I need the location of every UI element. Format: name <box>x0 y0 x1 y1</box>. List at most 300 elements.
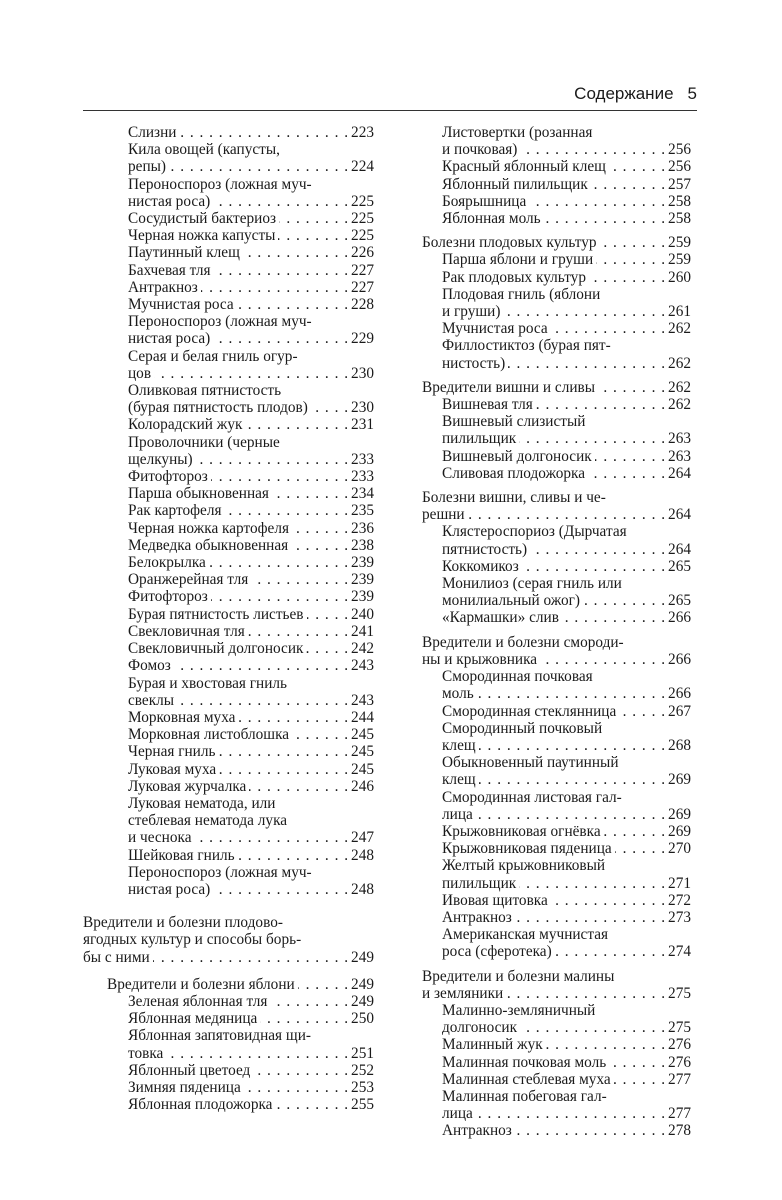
toc-entry <box>422 558 691 575</box>
toc-entry-line <box>83 1027 374 1044</box>
toc-entry-line <box>422 875 691 892</box>
toc-entry-line <box>83 485 374 502</box>
toc-page-number: 225 <box>351 227 374 245</box>
toc-page-number: 226 <box>351 244 374 262</box>
toc-entry-title: Смородинная стеклянница <box>442 702 617 720</box>
dot-leader <box>153 949 348 966</box>
toc-entry-title: Плодовая гниль (яблони <box>442 285 601 303</box>
toc-entry-line <box>83 795 374 812</box>
toc-entry <box>83 262 374 279</box>
toc-entry <box>422 575 691 609</box>
toc-page-number: 260 <box>668 268 691 286</box>
toc-page-number: 256 <box>668 158 691 176</box>
toc-page-number: 259 <box>668 234 691 252</box>
toc-entry <box>83 847 374 864</box>
toc-page-number: 241 <box>351 622 374 640</box>
toc-entry-title: Яблонная моль <box>442 210 541 228</box>
toc-section-heading <box>422 379 691 396</box>
toc-entry-line <box>83 692 374 709</box>
toc-entry-line <box>83 657 374 674</box>
toc-entry <box>422 668 691 702</box>
toc-entry-line <box>422 840 691 857</box>
dot-leader <box>213 193 348 210</box>
toc-entry-title: Вредители и болезни яблони <box>107 975 295 993</box>
toc-page-number: 239 <box>351 571 374 589</box>
toc-entry-title: стеблевая нематода лука <box>128 812 288 830</box>
toc-page-number: 239 <box>351 554 374 572</box>
toc-entry <box>83 623 374 640</box>
toc-entry <box>83 675 374 709</box>
toc-entry-line <box>422 1019 691 1036</box>
dot-leader <box>588 465 665 482</box>
toc-entry-line <box>422 158 691 175</box>
toc-entry-line <box>83 348 374 365</box>
toc-entry-title: щелкуны) <box>128 450 193 468</box>
dot-leader <box>519 875 665 892</box>
toc-page-number: 240 <box>351 605 374 623</box>
dot-leader <box>614 1071 665 1088</box>
toc-page-number: 263 <box>668 430 691 448</box>
toc-entry <box>422 176 691 193</box>
toc-entry-title: Свекловичная тля <box>128 622 245 640</box>
toc-entry-title: Свекловичный долгоносик <box>128 640 304 658</box>
toc-entry <box>83 1079 374 1096</box>
toc-entry-title: Вредители и болезни малины <box>422 967 615 985</box>
dot-leader <box>298 976 348 993</box>
toc-entry <box>83 976 374 993</box>
toc-entry <box>83 468 374 485</box>
toc-entry <box>83 520 374 537</box>
toc-entry-title: Вредители и болезни смороди- <box>422 633 624 651</box>
toc-entry <box>422 448 691 465</box>
toc-entry-line <box>83 993 374 1010</box>
toc-page-number: 227 <box>351 261 374 279</box>
toc-page-number: 251 <box>351 1044 374 1062</box>
toc-page-number: 272 <box>668 891 691 909</box>
dot-leader <box>213 330 348 347</box>
toc-page-number: 249 <box>351 992 374 1010</box>
toc-entry <box>422 124 691 158</box>
toc-entry <box>83 1062 374 1079</box>
toc-entry-line <box>83 976 374 993</box>
toc-entry-line <box>422 506 691 523</box>
toc-entry-line <box>83 468 374 485</box>
dot-leader <box>562 609 665 626</box>
toc-entry <box>422 823 691 840</box>
dot-leader <box>555 943 665 960</box>
toc-page-number: 276 <box>668 1053 691 1071</box>
toc-entry-line <box>422 668 691 685</box>
toc-entry-title: репы) <box>128 158 166 176</box>
toc-entry-line <box>422 754 691 771</box>
dot-leader <box>278 227 348 244</box>
toc-entry-title: Мучнистая роса <box>128 296 234 314</box>
toc-page-number: 242 <box>351 640 374 658</box>
toc-page-number: 267 <box>668 702 691 720</box>
dot-leader <box>213 881 348 898</box>
toc-entry-line <box>83 416 374 433</box>
toc-column-left <box>83 124 374 1113</box>
dot-leader <box>195 829 349 846</box>
toc-entry-line <box>422 320 691 337</box>
toc-entry <box>83 279 374 296</box>
toc-page-number: 235 <box>351 502 374 520</box>
toc-page-number: 274 <box>668 943 691 961</box>
toc-entry-title: Кила овощей (капусты, <box>128 141 280 159</box>
dot-leader <box>583 592 665 609</box>
toc-entry-line <box>83 520 374 537</box>
toc-entry-line <box>83 451 374 468</box>
toc-entry <box>422 703 691 720</box>
toc-entry-line <box>422 789 691 806</box>
toc-page-number: 264 <box>668 506 691 524</box>
dot-leader <box>520 141 665 158</box>
toc-entry <box>422 909 691 926</box>
toc-entry-line <box>422 355 691 372</box>
toc-entry-title: свеклы <box>128 691 175 709</box>
toc-entry-line <box>422 823 691 840</box>
dot-leader <box>508 355 665 372</box>
toc-entry-title: Колорадский жук <box>128 416 243 434</box>
toc-entry <box>83 176 374 210</box>
dot-leader <box>600 234 666 251</box>
toc-entry-line <box>422 541 691 558</box>
toc-entry-title: Болезни плодовых культур <box>422 234 597 252</box>
toc-entry <box>83 993 374 1010</box>
toc-entry-title: Антракноз <box>442 1122 512 1140</box>
toc-entry-title: клещ <box>442 771 476 789</box>
toc-entry-title: Американская мучнистая <box>442 926 609 944</box>
toc-entry-line <box>422 909 691 926</box>
toc-entry-line <box>422 210 691 227</box>
toc-entry <box>83 864 374 898</box>
toc-entry <box>83 434 374 468</box>
dot-leader <box>166 1045 348 1062</box>
toc-entry-line <box>83 829 374 846</box>
dot-leader <box>515 909 665 926</box>
dot-leader <box>196 451 348 468</box>
toc-entry <box>422 754 691 788</box>
toc-entry-line <box>83 382 374 399</box>
toc-entry <box>83 657 374 674</box>
toc-entry-line <box>422 968 691 985</box>
toc-entry <box>422 857 691 891</box>
toc-entry-title: Мучнистая роса <box>442 320 548 338</box>
toc-entry-line <box>83 778 374 795</box>
toc-entry-line <box>83 588 374 605</box>
toc-entry-line <box>422 703 691 720</box>
dot-leader <box>169 158 348 175</box>
dot-leader <box>209 554 348 571</box>
dot-leader <box>520 1019 665 1036</box>
toc-entry <box>422 396 691 413</box>
dot-leader <box>270 993 348 1010</box>
toc-entry-title: Бурая пятнистость листьев <box>128 605 304 623</box>
toc-entry <box>83 606 374 623</box>
toc-page-number: 252 <box>351 1061 374 1079</box>
dot-leader <box>536 396 665 413</box>
toc-entry-line <box>83 296 374 313</box>
toc-entry-line <box>422 1071 691 1088</box>
toc-entry-title: Черная ножка картофеля <box>128 519 289 537</box>
toc-entry-title: Малинно-земляничный <box>442 1001 596 1019</box>
toc-entry-title: клещ <box>442 736 476 754</box>
toc-entry-title: решни <box>422 506 465 524</box>
toc-page-number: 244 <box>351 708 374 726</box>
toc-entry-title: товка <box>128 1044 164 1062</box>
toc-entry-title: Листовертки (розанная <box>442 124 593 141</box>
toc-entry-title: Рак плодовых культур <box>442 268 586 286</box>
toc-entry <box>83 778 374 795</box>
dot-leader <box>609 1054 665 1071</box>
dot-leader <box>476 806 665 823</box>
toc-entry-title: Яблонная медяница <box>128 1010 258 1028</box>
toc-entry-line <box>422 1088 691 1105</box>
toc-entry-line <box>83 227 374 244</box>
page-number: 5 <box>687 84 697 103</box>
toc-entry-line <box>83 554 374 571</box>
toc-entry <box>83 313 374 347</box>
dot-leader <box>214 262 348 279</box>
toc-entry <box>422 720 691 754</box>
dot-leader <box>292 520 348 537</box>
toc-entry-line <box>83 812 374 829</box>
dot-leader <box>292 726 348 743</box>
toc-entry-line <box>83 949 374 966</box>
toc-entry-line <box>422 926 691 943</box>
toc-page-number: 234 <box>351 485 374 503</box>
toc-entry-line <box>422 337 691 354</box>
dot-leader <box>311 399 348 416</box>
toc-page-number: 262 <box>668 396 691 414</box>
toc-entry-title: и почковая) <box>442 141 518 159</box>
dot-leader <box>243 244 348 261</box>
toc-page-number: 277 <box>668 1105 691 1123</box>
toc-entry-line <box>422 575 691 592</box>
dot-leader <box>522 558 665 575</box>
dot-leader <box>529 193 665 210</box>
dot-leader <box>237 296 348 313</box>
toc-entry-line <box>422 141 691 158</box>
dot-leader <box>244 1079 348 1096</box>
toc-entry-title: нистая роса) <box>128 192 211 210</box>
toc-entry-line <box>83 330 374 347</box>
dot-leader <box>506 985 665 1002</box>
dot-leader <box>174 657 348 674</box>
toc-page-number: 231 <box>351 416 374 434</box>
toc-section-heading <box>83 914 374 966</box>
toc-entry-line <box>83 193 374 210</box>
dot-leader <box>251 571 348 588</box>
toc-entry-line <box>422 1002 691 1019</box>
toc-page-number: 277 <box>668 1070 691 1088</box>
toc-entry-line <box>83 176 374 193</box>
toc-entry-title: лица <box>442 1105 473 1123</box>
toc-entry-line <box>422 448 691 465</box>
toc-entry <box>422 789 691 823</box>
toc-entry-title: и чеснока <box>128 829 192 847</box>
toc-entry-line <box>83 262 374 279</box>
toc-entry <box>422 269 691 286</box>
toc-entry-line <box>422 737 691 754</box>
toc-page-number: 249 <box>351 948 374 966</box>
toc-entry-title: пятнистость) <box>442 540 528 558</box>
dot-leader <box>238 847 348 864</box>
toc-entry-line <box>83 571 374 588</box>
toc-page-number: 256 <box>668 141 691 159</box>
toc-page-number: 233 <box>351 450 374 468</box>
toc-page-number: 262 <box>668 378 691 396</box>
toc-entry-line <box>83 365 374 382</box>
toc-page-number: 249 <box>351 975 374 993</box>
toc-entry-title: Ивовая щитовка <box>442 891 548 909</box>
toc-entry-line <box>422 413 691 430</box>
running-header <box>83 84 697 111</box>
toc-entry-line <box>422 651 691 668</box>
toc-entry-title: Луковая нематода, или <box>128 794 276 812</box>
toc-entry-title: Зеленая яблонная тля <box>128 992 268 1010</box>
toc-entry-title: Слизни <box>128 124 177 141</box>
toc-entry-title: Шейковая гниль <box>128 846 235 864</box>
toc-entry-title: Оранжерейная тля <box>128 571 249 589</box>
toc-entry-line <box>83 244 374 261</box>
toc-entry-line <box>422 558 691 575</box>
toc-entry-title: Вишневый слизистый <box>442 413 586 431</box>
toc-column-right <box>422 124 691 1140</box>
dot-leader <box>546 1036 665 1053</box>
toc-entry-line <box>422 720 691 737</box>
dot-leader <box>154 365 348 382</box>
toc-entry-line <box>83 124 374 141</box>
dot-leader <box>219 761 348 778</box>
toc-entry <box>422 286 691 320</box>
toc-page-number: 227 <box>351 278 374 296</box>
toc-entry-line <box>422 1036 691 1053</box>
toc-page-number: 278 <box>668 1122 691 1140</box>
toc-page-number: 266 <box>668 685 691 703</box>
toc-page-number: 270 <box>668 840 691 858</box>
toc-page-number: 228 <box>351 296 374 314</box>
toc-entry-title: Крыжовниковая пяденица <box>442 840 612 858</box>
toc-page-number: 258 <box>668 210 691 228</box>
toc-entry-line <box>83 279 374 296</box>
toc-entry-line <box>83 1010 374 1027</box>
toc-entry <box>422 1088 691 1122</box>
toc-page-number: 243 <box>351 657 374 675</box>
toc-entry-title: (бурая пятнистость плодов) <box>128 399 308 417</box>
toc-entry-line <box>83 606 374 623</box>
toc-entry-line <box>83 743 374 760</box>
dot-leader <box>544 210 665 227</box>
toc-entry-title: Боярышница <box>442 192 527 210</box>
toc-entry-title: Смородинная почковая <box>442 668 593 686</box>
toc-entry-line <box>83 1079 374 1096</box>
toc-entry-line <box>422 465 691 482</box>
toc-entry-line <box>83 623 374 640</box>
toc-entry-title: пилильщик <box>442 874 517 892</box>
toc-page-number: 246 <box>351 777 374 795</box>
dot-leader <box>540 651 665 668</box>
toc-entry-line <box>422 286 691 303</box>
toc-entry-line <box>83 914 374 931</box>
toc-entry-line <box>83 537 374 554</box>
toc-entry-line <box>83 502 374 519</box>
toc-entry-line <box>83 1062 374 1079</box>
dot-leader <box>479 737 665 754</box>
toc-entry-line <box>422 771 691 788</box>
toc-entry-line <box>83 761 374 778</box>
toc-entry <box>422 465 691 482</box>
toc-page-number: 248 <box>351 846 374 864</box>
dot-leader <box>275 1096 348 1113</box>
toc-entry <box>422 210 691 227</box>
dot-leader <box>619 703 665 720</box>
toc-entry-title: лица <box>442 805 473 823</box>
dot-leader <box>177 692 348 709</box>
toc-entry <box>83 1010 374 1027</box>
toc-entry-title: Вишневая тля <box>442 396 533 414</box>
toc-entry-title: Яблонная запятовидная щи- <box>128 1027 311 1045</box>
toc-page-number: 264 <box>668 464 691 482</box>
toc-page-number: 269 <box>668 822 691 840</box>
dot-leader <box>249 778 348 795</box>
toc-entry-title: Белокрылка <box>128 554 206 572</box>
toc-entry <box>83 348 374 382</box>
toc-entry-line <box>422 430 691 447</box>
toc-entry-line <box>422 234 691 251</box>
toc-entry-title: Филлостиктоз (бурая пят- <box>442 337 611 355</box>
dot-leader <box>477 685 665 702</box>
toc-entry-title: бы с ними <box>83 948 150 966</box>
dot-leader <box>245 416 348 433</box>
toc-entry-title: Яблонный пилильщик <box>442 175 588 193</box>
dot-leader <box>218 743 348 760</box>
toc-entry-line <box>83 1045 374 1062</box>
toc-page-number: 273 <box>668 908 691 926</box>
toc-page-number: 236 <box>351 519 374 537</box>
toc-page-number: 250 <box>351 1010 374 1028</box>
toc-entry-line <box>422 592 691 609</box>
toc-entry-title: нистость) <box>442 354 506 372</box>
toc-page-number: 271 <box>668 874 691 892</box>
toc-entry <box>83 124 374 141</box>
toc-entry-title: Оливковая пятнистость <box>128 382 282 400</box>
toc-entry-line <box>83 1096 374 1113</box>
dot-leader <box>604 823 665 840</box>
toc-entry-line <box>83 864 374 881</box>
toc-entry-title: Луковая журчалка <box>128 777 247 795</box>
toc-entry <box>422 1071 691 1088</box>
dot-leader <box>201 279 348 296</box>
toc-entry-title: Клястероспориоз (Дырчатая <box>442 523 627 541</box>
toc-entry-title: Сливовая плодожорка <box>442 464 586 482</box>
toc-entry-line <box>83 158 374 175</box>
toc-entry-line <box>83 675 374 692</box>
toc-entry-title: и земляники <box>422 984 504 1002</box>
toc-entry <box>83 210 374 227</box>
toc-entry-line <box>422 269 691 286</box>
toc-entry <box>83 1027 374 1061</box>
toc-page-number: 245 <box>351 743 374 761</box>
toc-entry-title: Пероноспороз (ложная муч- <box>128 175 312 193</box>
toc-entry-title: Малинная побеговая гал- <box>442 1087 607 1105</box>
toc-entry-title: Парша обыкновенная <box>128 485 269 503</box>
toc-entry-line <box>422 193 691 210</box>
toc-entry <box>83 726 374 743</box>
toc-entry-title: Малинная почковая моль <box>442 1053 607 1071</box>
toc-entry-line <box>422 379 691 396</box>
toc-page-number: 245 <box>351 726 374 744</box>
